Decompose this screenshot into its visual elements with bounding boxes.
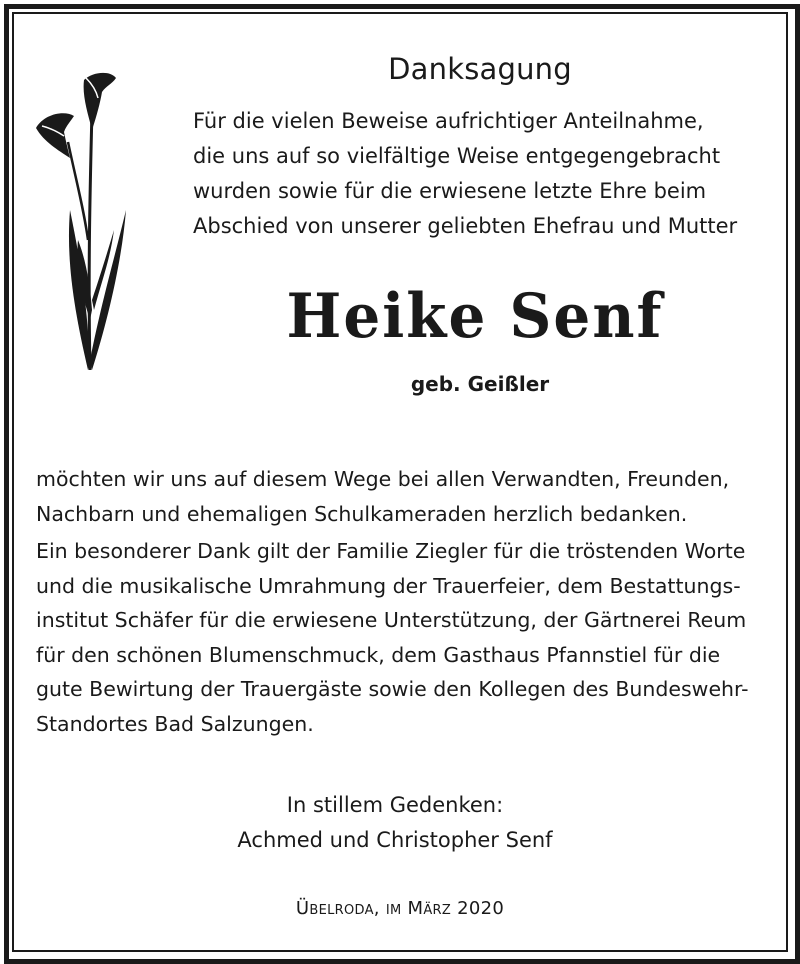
closing-block (190, 788, 600, 858)
calla-lily-icon (30, 70, 140, 380)
intro-line: wurden sowie für die erwiesene letzte Ehre beim (193, 179, 707, 203)
special-thanks-line: Ein besonderer Dank gilt der Familie Ziegler für die tröstenden Worte (36, 539, 746, 563)
thanks-line: möchten wir uns auf diesem Wege bei allen Verwandten, Freunden, (36, 467, 730, 491)
special-thanks-line: institut Schäfer für die erwiesene Unterstützung, der Gärtnerei Reum (36, 608, 747, 632)
closing-line: In stillem Gedenken: (286, 793, 504, 817)
intro-line: Abschied von unserer geliebten Ehefrau und Mutter (193, 214, 738, 238)
deceased-name: Heike Senf (286, 280, 664, 352)
intro-line: die uns auf so vielfältige Weise entgegengebracht (193, 144, 721, 168)
place-date: Übelroda, im März 2020 (295, 898, 505, 919)
intro-line: Für die vielen Beweise aufrichtiger Anteilnahme, (193, 109, 704, 133)
special-thanks-line: gute Bewirtung der Trauergäste sowie den Kollegen des Bundeswehr- (36, 677, 749, 701)
signatories: Achmed und Christopher Senf (237, 828, 553, 852)
thanks-paragraph (36, 462, 776, 741)
thanks-line: Nachbarn und ehemaligen Schulkameraden herzlich bedanken. (36, 501, 688, 526)
notice-heading: Danksagung (388, 52, 572, 86)
special-thanks-line: und die musikalische Umrahmung der Trauerfeier, dem Bestattungs- (36, 573, 741, 598)
intro-paragraph (193, 104, 783, 244)
special-thanks-line: Standortes Bad Salzungen. (36, 711, 314, 736)
birth-name: geb. Geißler (410, 372, 550, 396)
special-thanks-line: für den schönen Blumenschmuck, dem Gasthaus Pfannstiel für die (36, 642, 721, 667)
